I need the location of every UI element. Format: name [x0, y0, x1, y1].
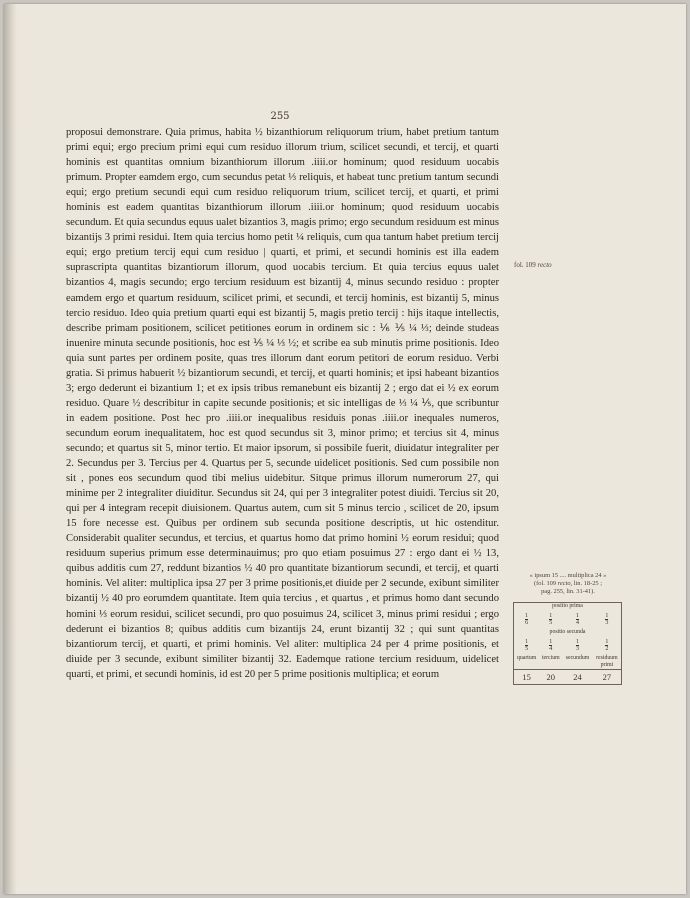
margin-note-ref-line3: pag. 255, lin. 31-41).	[541, 588, 595, 595]
fraction: $\frac{1}{2}$	[605, 638, 609, 652]
margin-note-reference	[516, 572, 620, 596]
margin-note-folio	[514, 261, 552, 269]
margin-note-ref-recto: recto	[557, 580, 571, 587]
positio-secunda-label: positio secunda	[549, 629, 586, 635]
head-secundum: secundum	[565, 655, 590, 661]
head-quartum: quartum	[516, 655, 537, 661]
fraction: $\frac{1}{4}$	[576, 612, 580, 626]
fraction: $\frac{1}{6}$	[525, 612, 529, 626]
book-page	[4, 4, 686, 894]
value-quartum: 15	[514, 670, 540, 685]
positio-prima-label: positio prima	[552, 603, 583, 609]
fraction: $\frac{1}{5}$	[525, 638, 529, 652]
margin-note-recto: recto	[537, 261, 552, 269]
residuum-values-row	[514, 670, 622, 685]
page-number: 255	[270, 111, 290, 122]
value-secundum: 24	[562, 670, 593, 685]
margin-note-ref-line1: « ipsum 15 .... multiplica 24 »	[529, 572, 607, 579]
margin-note-ref-line2b: , lin. 18-25 ;	[570, 580, 602, 587]
main-paragraph: proposui demonstrare. Quia primus, habita ½ bizanthiorum reliquorum trium, habet pretium tantum primi equi; ergo precium primi equi cum residuo illorum trium, scilicet secundi, et tercij, et quarti hominis est quantitas omnium bizanthiorum illorum .iiii.or hominum; quod residuum uocabis primum. Propter eamdem ergo, cum secundus petat ⅓ reliquis, et habeat tunc pretium tantum secundi equi; ergo pretium secundi equi cum residuo reliquorum trium, scilicet tercij, et quarti, et primi hominis est eadem quantitas bizanthiorum illorum .iiii.or hominum; quod residuum uocabis secundum. Et quia secundus equus ualet bizantios 3, magis primo; ergo secundum residuum est minus bizantijs 3 primi residui. Item quia tercius homo petit ¼ reliquis, cum qua tantum habet pretium tercij equi; ergo pretium tercij equi cum residuo | quarti, et primi, et secundi hominis est illa eadem suprascripta quantitas bizantiorum illorum, quod uocabis tercium. Et quia tercius equus ualet bizantios 4, magis secundo; ergo tercium residuum est bizantij 4, minus secundo residuo : propter eamdem ergo et quartum residuum, scilicet primi, et secundi, et tercij hominis, est bizantij 5, minus tercio residuo. Ideo quia pretium quarti equi est bizantij 5, magis pretio tercij : hijs itaque intellectis, describe primam positionem, scilicet petitiones eorum in ordinem sic : ⅙ ⅕ ¼ ⅓; deinde studeas inuenire minuta secunde positionis, hoc est ⅕ ¼ ⅓ ½; et scribe ea sub minutis prime positionis. Ideo quia sunt partes per ordinem posite, quas tres illorum dant eorum petitori de eorum residuo. Verbi gratia. Si primus habuerit ½ bizantiorum secundi, et tercij, et quarti hominis; et ipsi habeant bizantios 3; ergo dederunt ei bizantium 1; et ex ipsis tribus remanebunt eis bizantij 2 ; ergo dat ei ½ ex eorum residuo. Quare ½ describitur in capite secunde positionis; et sic intelligas de ⅓ ¼ ⅕, que scribuntur in eadem positione. Post hec pro .iiii.or inequalibus residuis ponas .iiii.or inequales numeros, secundum eorum inequalitatem, hoc est quod secundus sit 3, minor primo; et tercius sit 4, minus secundo; et quartus sit 5, minor tertio. Et maior ipsorum, si possibile fuerit, diuidatur integraliter per 2. Secundus per 3. Tercius per 4. Quartus per 5, secunde uidelicet positionis. Sed cum possibile non sit , pones eos secundum quod tibi melius uidebitur. Sitque primus illorum numerorum 27, qui minime per 2 integraliter diuiditur. Secundus sit 24, qui per 3 integraliter potest diuidi. Tercius sit 20, qui per 4 integram recepit diuisionem. Quartus autem, cum sit 5 minus tercio , scilicet de 20, ipsum 15 fore necesse est. Quibus per ordinem sub secunda positione descriptis, ut hic ostenditur. Considerabit qualiter secundus, et tercius, et quartus homo dat primo homini ½ eorum residui; quod residuum superius primum esse determinauimus; pro quo etiam posuimus 27 : ergo dant ei ½ 13, quibus additis cum 27, reddunt bizantios ½ 40 pro quantitate bizantiorum secundi, et tercij, et quarti hominis. Vel aliter: multiplica ipsa 27 per 3 prime positionis,et diuide per 2 secunde, exibunt similiter bizantij ½ 40 pro eorumdem quantitate. Item quia tercius , et quartus , et primus homo dant secundo homini ⅓ eorum residui, scilicet secundi, pro quo posuimus 24, scilicet 3, minus primi residui ; ergo dederunt ei bizantios 8; quibus additis cum bizantijs 24, erunt bizantij 32 ; qui sunt quantitas bizantiorum tercij, et quarti, et primi hominis. Vel aliter: multiplica 24 per 4 prime positionis, et diuide per 3 secunde, exibunt similiter bizantij 32. Eademque ratione tercium residuum, uidelicet quarti, et primi, et secundi hominis, id est 20 per 5 prime positionis multiplica; et eorum	[66, 127, 499, 680]
fraction: $\frac{1}{5}$	[549, 612, 553, 626]
fraction: $\frac{1}{4}$	[549, 638, 553, 652]
residuum-extra-row	[514, 662, 622, 670]
page-gutter	[4, 4, 17, 894]
positio-secunda-row	[514, 636, 622, 655]
fraction: $\frac{1}{3}$	[576, 638, 580, 652]
margin-note-ref-line2	[516, 580, 620, 588]
head-primi: primi	[600, 662, 614, 668]
value-tercium: 20	[539, 670, 562, 685]
margin-note-ref-line2a: (fol. 109	[534, 580, 558, 587]
head-residuum: residuum	[596, 655, 618, 661]
positions-table	[513, 602, 622, 685]
residuum-heads-row	[514, 655, 622, 662]
value-primi: 27	[593, 670, 622, 685]
fraction: $\frac{1}{3}$	[605, 612, 609, 626]
positio-prima-row	[514, 610, 622, 629]
main-text	[66, 125, 499, 682]
margin-note-folio-text: fol. 109	[514, 261, 538, 269]
head-tercium: tercium	[541, 655, 560, 661]
